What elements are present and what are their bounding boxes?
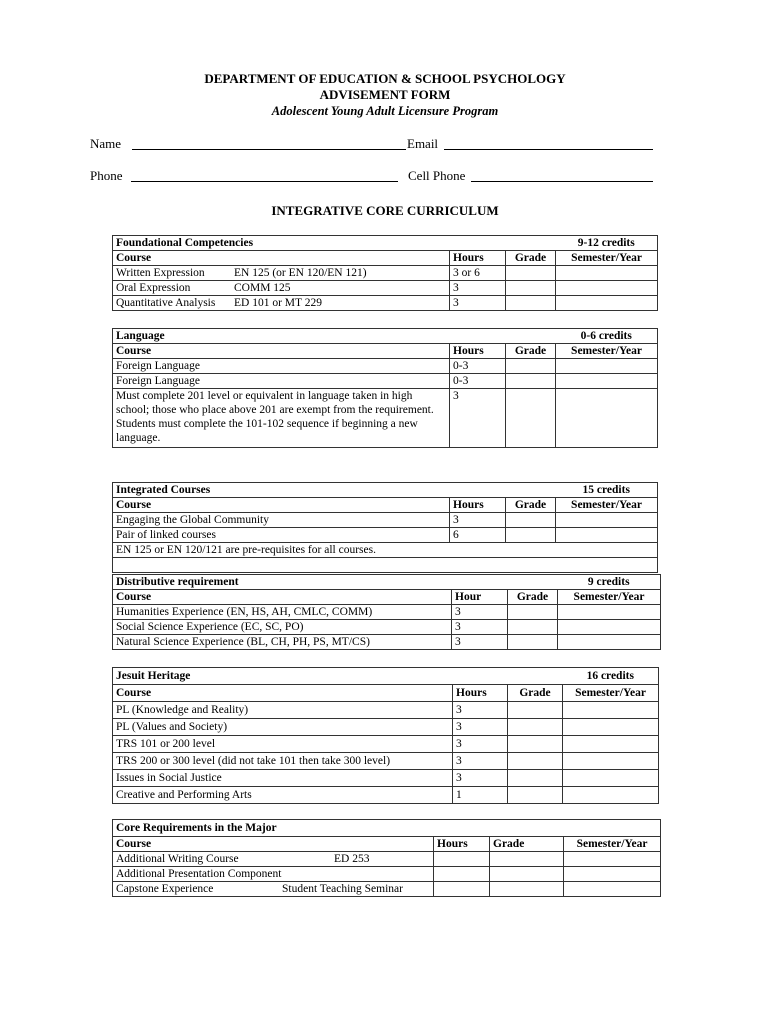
course-cell: Additional Writing Course ED 253 <box>113 852 434 867</box>
distributive-credits: 9 credits <box>558 575 661 590</box>
table-row <box>113 281 658 296</box>
course-cell: TRS 200 or 300 level (did not take 101 then take 300 level) <box>113 753 453 770</box>
foundational-title: Foundational Competencies <box>113 236 556 251</box>
table-row <box>113 867 661 882</box>
grade-cell[interactable] <box>490 882 564 897</box>
course-cell: Capstone Experience Student Teaching Seminar <box>113 882 434 897</box>
hours-header: Hour <box>452 590 508 605</box>
program-title: Adolescent Young Adult Licensure Program <box>271 104 499 118</box>
hours-cell: 3 <box>450 281 506 296</box>
semester-cell[interactable] <box>556 374 658 389</box>
major-requirements-table <box>112 819 661 897</box>
table-header-row <box>113 837 661 852</box>
course-cell: TRS 101 or 200 level <box>113 736 453 753</box>
table-row <box>113 389 658 448</box>
hours-header: Hours <box>450 498 506 513</box>
grade-cell[interactable] <box>508 635 558 650</box>
course-header: Course <box>113 837 434 852</box>
semester-header: Semester/Year <box>556 251 658 266</box>
table-title-row <box>113 575 661 590</box>
grade-cell[interactable] <box>508 770 563 787</box>
table-row <box>113 359 658 374</box>
hours-cell: 3 <box>453 719 508 736</box>
table-header-row <box>113 498 658 513</box>
semester-cell[interactable] <box>558 620 661 635</box>
course-cell: PL (Values and Society) <box>113 719 453 736</box>
table-row <box>113 719 659 736</box>
semester-header: Semester/Year <box>563 685 659 702</box>
table-row <box>113 296 658 311</box>
grade-header: Grade <box>490 837 564 852</box>
table-title-row <box>113 820 661 837</box>
grade-header: Grade <box>506 498 556 513</box>
course-header: Course <box>113 251 450 266</box>
hours-cell: 3 <box>453 702 508 719</box>
table-row <box>113 736 659 753</box>
semester-cell[interactable] <box>563 702 659 719</box>
integrated-credits: 15 credits <box>556 483 658 498</box>
name-label: Name <box>90 136 122 151</box>
foundational-table <box>112 235 658 311</box>
semester-cell[interactable] <box>558 635 661 650</box>
course-cell: Humanities Experience (EN, HS, AH, CMLC, COMM) <box>113 605 452 620</box>
semester-cell[interactable] <box>556 281 658 296</box>
section-title: INTEGRATIVE CORE CURRICULUM <box>271 203 499 218</box>
hours-cell: 3 <box>450 513 506 528</box>
cell-phone-label: Cell Phone <box>408 168 466 183</box>
table-row <box>113 882 661 897</box>
table-row <box>113 852 661 867</box>
table-row <box>113 605 661 620</box>
table-row <box>113 513 658 528</box>
prerequisite-note: EN 125 or EN 120/121 are pre-requisites for all courses. <box>113 543 658 558</box>
table-row <box>113 787 659 804</box>
hours-cell: 6 <box>450 528 506 543</box>
course-cell: Creative and Performing Arts <box>113 787 453 804</box>
table-row <box>113 620 661 635</box>
grade-cell[interactable] <box>506 359 556 374</box>
table-title-row <box>113 483 658 498</box>
semester-cell[interactable] <box>563 719 659 736</box>
jesuit-title: Jesuit Heritage <box>113 668 563 685</box>
semester-cell[interactable] <box>558 605 661 620</box>
table-row <box>113 635 661 650</box>
semester-header: Semester/Year <box>556 344 658 359</box>
hours-cell: 3 <box>453 753 508 770</box>
course-cell: Foreign Language <box>113 374 450 389</box>
grade-cell[interactable] <box>508 605 558 620</box>
semester-cell[interactable] <box>556 296 658 311</box>
grade-cell[interactable] <box>490 852 564 867</box>
semester-cell[interactable] <box>564 852 661 867</box>
distributive-table <box>112 574 661 650</box>
course-header: Course <box>113 590 452 605</box>
hours-cell: 3 <box>453 770 508 787</box>
semester-cell[interactable] <box>556 389 658 448</box>
course-cell: Issues in Social Justice <box>113 770 453 787</box>
table-header-row <box>113 344 658 359</box>
table-row <box>113 543 658 558</box>
hours-cell[interactable] <box>434 882 490 897</box>
language-table <box>112 328 658 448</box>
jesuit-credits: 16 credits <box>563 668 659 685</box>
grade-cell[interactable] <box>490 867 564 882</box>
grade-header: Grade <box>508 685 563 702</box>
course-cell: Engaging the Global Community <box>113 513 450 528</box>
semester-cell[interactable] <box>563 753 659 770</box>
table-row <box>113 558 658 573</box>
dept-title: DEPARTMENT OF EDUCATION & SCHOOL PSYCHOLOGY <box>204 71 566 86</box>
semester-cell[interactable] <box>556 513 658 528</box>
course-cell: Pair of linked courses <box>113 528 450 543</box>
grade-cell[interactable] <box>506 266 556 281</box>
grade-cell[interactable] <box>508 620 558 635</box>
grade-cell[interactable] <box>508 787 563 804</box>
table-title-row <box>113 668 659 685</box>
hours-cell: 0-3 <box>450 374 506 389</box>
hours-cell: 0-3 <box>450 359 506 374</box>
course-cell: Quantitative Analysis ED 101 or MT 229 <box>113 296 450 311</box>
hours-cell[interactable] <box>434 867 490 882</box>
grade-cell[interactable] <box>506 513 556 528</box>
table-row <box>113 770 659 787</box>
semester-cell[interactable] <box>563 787 659 804</box>
course-cell: Must complete 201 level or equivalent in language taken in high school; those who place above 201 are exempt from the requirement. Students must complete the 101-102 sequence if beginning a new language. <box>113 389 450 448</box>
table-header-row <box>113 251 658 266</box>
grade-header: Grade <box>506 344 556 359</box>
table-row <box>113 702 659 719</box>
grade-cell[interactable] <box>506 374 556 389</box>
course-header: Course <box>113 685 453 702</box>
course-cell: PL (Knowledge and Reality) <box>113 702 453 719</box>
form-title: ADVISEMENT FORM <box>319 87 451 102</box>
course-header: Course <box>113 344 450 359</box>
grade-cell[interactable] <box>506 528 556 543</box>
email-label: Email <box>407 136 439 151</box>
foundational-credits: 9-12 credits <box>556 236 658 251</box>
hours-cell: 3 <box>452 620 508 635</box>
hours-header: Hours <box>450 251 506 266</box>
hours-cell: 3 <box>453 736 508 753</box>
grade-cell[interactable] <box>506 389 556 448</box>
hours-cell: 3 or 6 <box>450 266 506 281</box>
course-header: Course <box>113 498 450 513</box>
table-title-row <box>113 329 658 344</box>
jesuit-heritage-table <box>112 667 659 804</box>
semester-header: Semester/Year <box>556 498 658 513</box>
name-field[interactable] <box>132 149 406 150</box>
email-field[interactable] <box>444 149 653 150</box>
table-title-row <box>113 236 658 251</box>
semester-cell[interactable] <box>556 359 658 374</box>
semester-cell[interactable] <box>556 528 658 543</box>
table-header-row <box>113 685 659 702</box>
hours-cell: 3 <box>450 296 506 311</box>
grade-cell[interactable] <box>508 736 563 753</box>
table-row <box>113 266 658 281</box>
grade-cell[interactable] <box>508 719 563 736</box>
hours-header: Hours <box>450 344 506 359</box>
phone-label: Phone <box>90 168 123 183</box>
grade-header: Grade <box>506 251 556 266</box>
cell-phone-field[interactable] <box>471 181 653 182</box>
course-cell: Additional Presentation Component <box>113 867 434 882</box>
table-row <box>113 753 659 770</box>
course-cell: Written Expression EN 125 (or EN 120/EN 121) <box>113 266 450 281</box>
semester-cell[interactable] <box>564 867 661 882</box>
hours-cell: 1 <box>453 787 508 804</box>
hours-cell: 3 <box>452 605 508 620</box>
phone-field[interactable] <box>131 181 398 182</box>
semester-cell[interactable] <box>563 736 659 753</box>
hours-cell: 3 <box>452 635 508 650</box>
integrated-table <box>112 482 658 573</box>
semester-cell[interactable] <box>564 882 661 897</box>
course-cell: Social Science Experience (EC, SC, PO) <box>113 620 452 635</box>
table-row <box>113 528 658 543</box>
semester-cell[interactable] <box>563 770 659 787</box>
integrated-title: Integrated Courses <box>113 483 556 498</box>
grade-cell[interactable] <box>506 281 556 296</box>
grade-cell[interactable] <box>508 702 563 719</box>
hours-header: Hours <box>434 837 490 852</box>
course-cell: Foreign Language <box>113 359 450 374</box>
language-title: Language <box>113 329 556 344</box>
table-row <box>113 374 658 389</box>
grade-cell[interactable] <box>508 753 563 770</box>
grade-cell[interactable] <box>506 296 556 311</box>
semester-header: Semester/Year <box>558 590 661 605</box>
grade-header: Grade <box>508 590 558 605</box>
table-header-row <box>113 590 661 605</box>
language-credits: 0-6 credits <box>556 329 658 344</box>
semester-header: Semester/Year <box>564 837 661 852</box>
major-title: Core Requirements in the Major <box>113 820 661 837</box>
course-cell: Natural Science Experience (BL, CH, PH, PS, MT/CS) <box>113 635 452 650</box>
course-cell: Oral Expression COMM 125 <box>113 281 450 296</box>
hours-header: Hours <box>453 685 508 702</box>
distributive-title: Distributive requirement <box>113 575 558 590</box>
semester-cell[interactable] <box>556 266 658 281</box>
blank-row <box>113 558 658 573</box>
hours-cell[interactable] <box>434 852 490 867</box>
hours-cell: 3 <box>450 389 506 448</box>
